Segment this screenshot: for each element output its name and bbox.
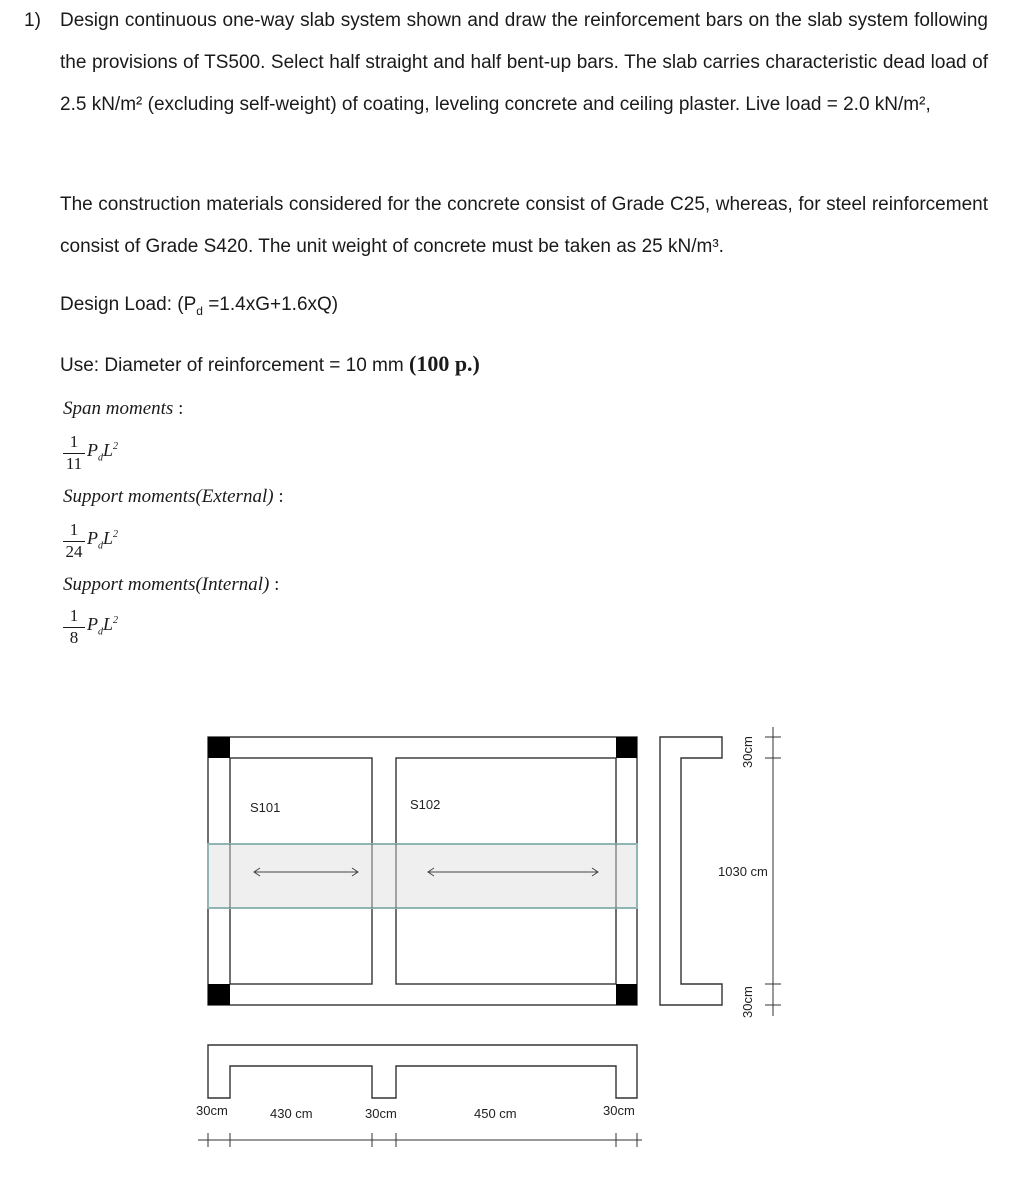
horizontal-section — [208, 1045, 637, 1098]
horizontal-dimension — [198, 1133, 642, 1147]
pd-l2-term: $P_dL^2$ — [87, 528, 119, 552]
dim-bottom-beam: 30cm — [740, 986, 755, 1018]
support-ext-label: Support moments(External) : — [63, 486, 284, 507]
pd-l2-term: $P_dL^2$ — [87, 614, 119, 638]
column-bottom-right — [616, 984, 637, 1005]
dim-top-beam: 30cm — [740, 736, 755, 768]
span-moments-label: Span moments : — [63, 398, 184, 419]
slab-label-s101: S101 — [250, 800, 281, 815]
support-int-label: Support moments(Internal) : — [63, 574, 280, 595]
support-int-denominator: 8 — [69, 628, 79, 647]
dim-total-length: 1030 cm — [718, 864, 768, 879]
dim-beam-mid: 30cm — [365, 1106, 397, 1121]
design-load-suffix: =1.4xG+1.6xQ) — [202, 294, 339, 315]
points-label: (100 p.) — [409, 351, 480, 376]
support-ext-denominator: 24 — [65, 542, 83, 561]
dim-beam-right: 30cm — [603, 1103, 635, 1118]
column-top-right — [616, 737, 637, 758]
support-ext-numerator: 1 — [69, 520, 79, 539]
question-number: 1) — [24, 10, 41, 31]
span-denominator: 11 — [65, 454, 83, 473]
dim-beam-left: 30cm — [196, 1103, 228, 1118]
problem-paragraph-2: The construction materials considered for the concrete consist of Grade C25, whereas, for steel reinforcement consist of Grade S420. The unit weight of concrete must be taken as 25 kN/m³. — [60, 194, 988, 257]
column-bottom-left — [208, 984, 230, 1005]
dim-span-1: 430 cm — [270, 1106, 313, 1121]
problem-paragraph-1: Design continuous one-way slab system shown and draw the reinforcement bars on the slab system following the provisions of TS500. Select half straight and half bent-up bars. The slab carries characteristic dead load of 2.5 kN/m² (excluding self-weight) of coating, leveling concrete and ceiling plaster. Live load = 2.0 kN/m², — [60, 10, 988, 115]
support-int-numerator: 1 — [69, 606, 79, 625]
pd-l2-term: $P_dL^2$ — [87, 440, 119, 464]
design-load-prefix: Design Load: (P — [60, 294, 197, 315]
slab-label-s102: S102 — [410, 797, 441, 812]
vertical-section — [660, 737, 722, 1005]
design-strip — [208, 844, 637, 908]
column-top-left — [208, 737, 230, 758]
use-text: Use: Diameter of reinforcement = 10 mm — [60, 355, 409, 376]
dim-span-2: 450 cm — [474, 1106, 517, 1121]
span-numerator: 1 — [69, 432, 79, 451]
design-load-subscript: d — [196, 303, 203, 318]
